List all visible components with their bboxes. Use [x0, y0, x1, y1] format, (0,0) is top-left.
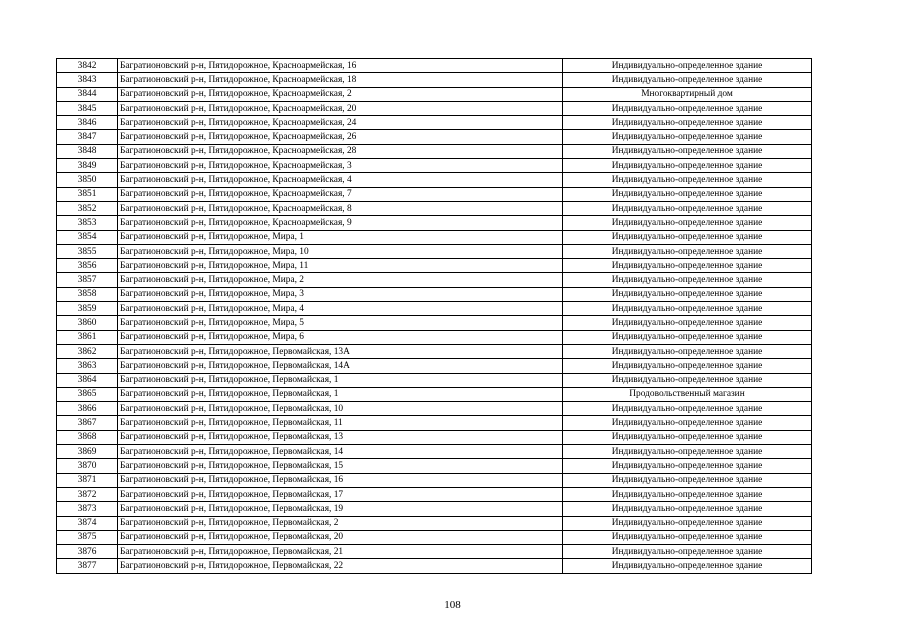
table-row — [57, 173, 812, 187]
address-cell: Багратионовский р-н, Пятидорожное, Первомайская, 16 — [118, 473, 563, 487]
table-row — [57, 230, 812, 244]
table-row — [57, 116, 812, 130]
address-cell: Багратионовский р-н, Пятидорожное, Первомайская, 1 — [118, 373, 563, 387]
row-number-cell: 3846 — [57, 116, 118, 130]
address-cell: Багратионовский р-н, Пятидорожное, Первомайская, 21 — [118, 545, 563, 559]
page-number: 108 — [444, 599, 461, 611]
table-row — [57, 416, 812, 430]
object-type-cell: Индивидуально-определенное здание — [563, 230, 812, 244]
table-row — [57, 516, 812, 530]
address-cell: Багратионовский р-н, Пятидорожное, Первомайская, 13А — [118, 344, 563, 358]
object-type-cell: Индивидуально-определенное здание — [563, 287, 812, 301]
object-type-cell: Индивидуально-определенное здание — [563, 101, 812, 115]
object-type-cell: Индивидуально-определенное здание — [563, 216, 812, 230]
row-number-cell: 3877 — [57, 559, 118, 573]
address-cell: Багратионовский р-н, Пятидорожное, Красноармейская, 26 — [118, 130, 563, 144]
address-cell: Багратионовский р-н, Пятидорожное, Первомайская, 10 — [118, 402, 563, 416]
row-number-cell: 3850 — [57, 173, 118, 187]
row-number-cell: 3845 — [57, 101, 118, 115]
address-cell: Багратионовский р-н, Пятидорожное, Первомайская, 11 — [118, 416, 563, 430]
address-cell: Багратионовский р-н, Пятидорожное, Первомайская, 14А — [118, 359, 563, 373]
row-number-cell: 3871 — [57, 473, 118, 487]
row-number-cell: 3857 — [57, 273, 118, 287]
row-number-cell: 3854 — [57, 230, 118, 244]
object-type-cell: Индивидуально-определенное здание — [563, 73, 812, 87]
row-number-cell: 3863 — [57, 359, 118, 373]
table-row — [57, 459, 812, 473]
object-type-cell: Индивидуально-определенное здание — [563, 116, 812, 130]
object-type-cell: Индивидуально-определенное здание — [563, 459, 812, 473]
row-number-cell: 3851 — [57, 187, 118, 201]
object-type-cell: Индивидуально-определенное здание — [563, 530, 812, 544]
row-number-cell: 3866 — [57, 402, 118, 416]
object-type-cell: Индивидуально-определенное здание — [563, 430, 812, 444]
object-type-cell: Индивидуально-определенное здание — [563, 201, 812, 215]
object-type-cell: Индивидуально-определенное здание — [563, 273, 812, 287]
address-cell: Багратионовский р-н, Пятидорожное, Первомайская, 20 — [118, 530, 563, 544]
object-type-cell: Индивидуально-определенное здание — [563, 316, 812, 330]
object-type-cell: Индивидуально-определенное здание — [563, 559, 812, 573]
table-row — [57, 259, 812, 273]
table-row — [57, 273, 812, 287]
address-cell: Багратионовский р-н, Пятидорожное, Первомайская, 2 — [118, 516, 563, 530]
object-type-cell: Индивидуально-определенное здание — [563, 187, 812, 201]
object-type-cell: Индивидуально-определенное здание — [563, 159, 812, 173]
object-type-cell: Индивидуально-определенное здание — [563, 244, 812, 258]
object-type-cell: Индивидуально-определенное здание — [563, 173, 812, 187]
row-number-cell: 3876 — [57, 545, 118, 559]
object-type-cell: Индивидуально-определенное здание — [563, 344, 812, 358]
row-number-cell: 3852 — [57, 201, 118, 215]
table-row — [57, 502, 812, 516]
address-cell: Багратионовский р-н, Пятидорожное, Красноармейская, 24 — [118, 116, 563, 130]
object-type-cell: Индивидуально-определенное здание — [563, 373, 812, 387]
address-cell: Багратионовский р-н, Пятидорожное, Первомайская, 13 — [118, 430, 563, 444]
object-type-cell: Индивидуально-определенное здание — [563, 59, 812, 73]
object-type-cell: Индивидуально-определенное здание — [563, 402, 812, 416]
table-row — [57, 402, 812, 416]
row-number-cell: 3856 — [57, 259, 118, 273]
address-cell: Багратионовский р-н, Пятидорожное, Мира, 4 — [118, 302, 563, 316]
address-cell: Багратионовский р-н, Пятидорожное, Мира, 1 — [118, 230, 563, 244]
table-row — [57, 244, 812, 258]
table-row — [57, 59, 812, 73]
table-row — [57, 445, 812, 459]
address-cell: Багратионовский р-н, Пятидорожное, Красноармейская, 7 — [118, 187, 563, 201]
row-number-cell: 3861 — [57, 330, 118, 344]
table-row — [57, 344, 812, 358]
row-number-cell: 3844 — [57, 87, 118, 101]
table-row — [57, 73, 812, 87]
object-type-cell: Индивидуально-определенное здание — [563, 516, 812, 530]
row-number-cell: 3868 — [57, 430, 118, 444]
address-cell: Багратионовский р-н, Пятидорожное, Мира, 5 — [118, 316, 563, 330]
address-cell: Багратионовский р-н, Пятидорожное, Красноармейская, 8 — [118, 201, 563, 215]
address-cell: Багратионовский р-н, Пятидорожное, Первомайская, 17 — [118, 487, 563, 501]
object-type-cell: Индивидуально-определенное здание — [563, 445, 812, 459]
table-row — [57, 302, 812, 316]
address-cell: Багратионовский р-н, Пятидорожное, Красноармейская, 2 — [118, 87, 563, 101]
row-number-cell: 3853 — [57, 216, 118, 230]
object-type-cell: Индивидуально-определенное здание — [563, 416, 812, 430]
object-type-cell: Индивидуально-определенное здание — [563, 502, 812, 516]
row-number-cell: 3875 — [57, 530, 118, 544]
table-row — [57, 359, 812, 373]
row-number-cell: 3859 — [57, 302, 118, 316]
table-row — [57, 373, 812, 387]
object-type-cell: Индивидуально-определенное здание — [563, 359, 812, 373]
property-registry-table — [56, 58, 812, 574]
object-type-cell: Продовольственный магазин — [563, 387, 812, 401]
row-number-cell: 3874 — [57, 516, 118, 530]
row-number-cell: 3870 — [57, 459, 118, 473]
object-type-cell: Индивидуально-определенное здание — [563, 130, 812, 144]
row-number-cell: 3858 — [57, 287, 118, 301]
table-row — [57, 187, 812, 201]
table-row — [57, 216, 812, 230]
table-row — [57, 287, 812, 301]
address-cell: Багратионовский р-н, Пятидорожное, Мира, 6 — [118, 330, 563, 344]
row-number-cell: 3847 — [57, 130, 118, 144]
row-number-cell: 3873 — [57, 502, 118, 516]
row-number-cell: 3869 — [57, 445, 118, 459]
row-number-cell: 3860 — [57, 316, 118, 330]
table-body — [57, 59, 812, 574]
row-number-cell: 3848 — [57, 144, 118, 158]
table-row — [57, 387, 812, 401]
object-type-cell: Индивидуально-определенное здание — [563, 330, 812, 344]
row-number-cell: 3842 — [57, 59, 118, 73]
table-row — [57, 316, 812, 330]
table-row — [57, 144, 812, 158]
table-row — [57, 159, 812, 173]
address-cell: Багратионовский р-н, Пятидорожное, Первомайская, 19 — [118, 502, 563, 516]
row-number-cell: 3855 — [57, 244, 118, 258]
row-number-cell: 3849 — [57, 159, 118, 173]
object-type-cell: Индивидуально-определенное здание — [563, 259, 812, 273]
table-row — [57, 545, 812, 559]
address-cell: Багратионовский р-н, Пятидорожное, Мира, 11 — [118, 259, 563, 273]
address-cell: Багратионовский р-н, Пятидорожное, Первомайская, 15 — [118, 459, 563, 473]
table-row — [57, 330, 812, 344]
object-type-cell: Индивидуально-определенное здание — [563, 545, 812, 559]
address-cell: Багратионовский р-н, Пятидорожное, Красноармейская, 3 — [118, 159, 563, 173]
table-row — [57, 487, 812, 501]
table-row — [57, 87, 812, 101]
address-cell: Багратионовский р-н, Пятидорожное, Красноармейская, 18 — [118, 73, 563, 87]
address-cell: Багратионовский р-н, Пятидорожное, Первомайская, 14 — [118, 445, 563, 459]
row-number-cell: 3872 — [57, 487, 118, 501]
table-row — [57, 101, 812, 115]
address-cell: Багратионовский р-н, Пятидорожное, Мира, 3 — [118, 287, 563, 301]
address-cell: Багратионовский р-н, Пятидорожное, Красноармейская, 16 — [118, 59, 563, 73]
address-cell: Багратионовский р-н, Пятидорожное, Красноармейская, 4 — [118, 173, 563, 187]
address-cell: Багратионовский р-н, Пятидорожное, Первомайская, 22 — [118, 559, 563, 573]
table-row — [57, 201, 812, 215]
address-cell: Багратионовский р-н, Пятидорожное, Мира, 2 — [118, 273, 563, 287]
object-type-cell: Индивидуально-определенное здание — [563, 144, 812, 158]
row-number-cell: 3867 — [57, 416, 118, 430]
object-type-cell: Индивидуально-определенное здание — [563, 473, 812, 487]
address-cell: Багратионовский р-н, Пятидорожное, Первомайская, 1 — [118, 387, 563, 401]
object-type-cell: Индивидуально-определенное здание — [563, 487, 812, 501]
row-number-cell: 3843 — [57, 73, 118, 87]
row-number-cell: 3865 — [57, 387, 118, 401]
table-row — [57, 559, 812, 573]
row-number-cell: 3864 — [57, 373, 118, 387]
object-type-cell: Индивидуально-определенное здание — [563, 302, 812, 316]
table-row — [57, 530, 812, 544]
table-row — [57, 430, 812, 444]
address-cell: Багратионовский р-н, Пятидорожное, Красноармейская, 28 — [118, 144, 563, 158]
row-number-cell: 3862 — [57, 344, 118, 358]
address-cell: Багратионовский р-н, Пятидорожное, Красноармейская, 9 — [118, 216, 563, 230]
table-row — [57, 473, 812, 487]
table-row — [57, 130, 812, 144]
object-type-cell: Многоквартирный дом — [563, 87, 812, 101]
address-cell: Багратионовский р-н, Пятидорожное, Мира, 10 — [118, 244, 563, 258]
address-cell: Багратионовский р-н, Пятидорожное, Красноармейская, 20 — [118, 101, 563, 115]
